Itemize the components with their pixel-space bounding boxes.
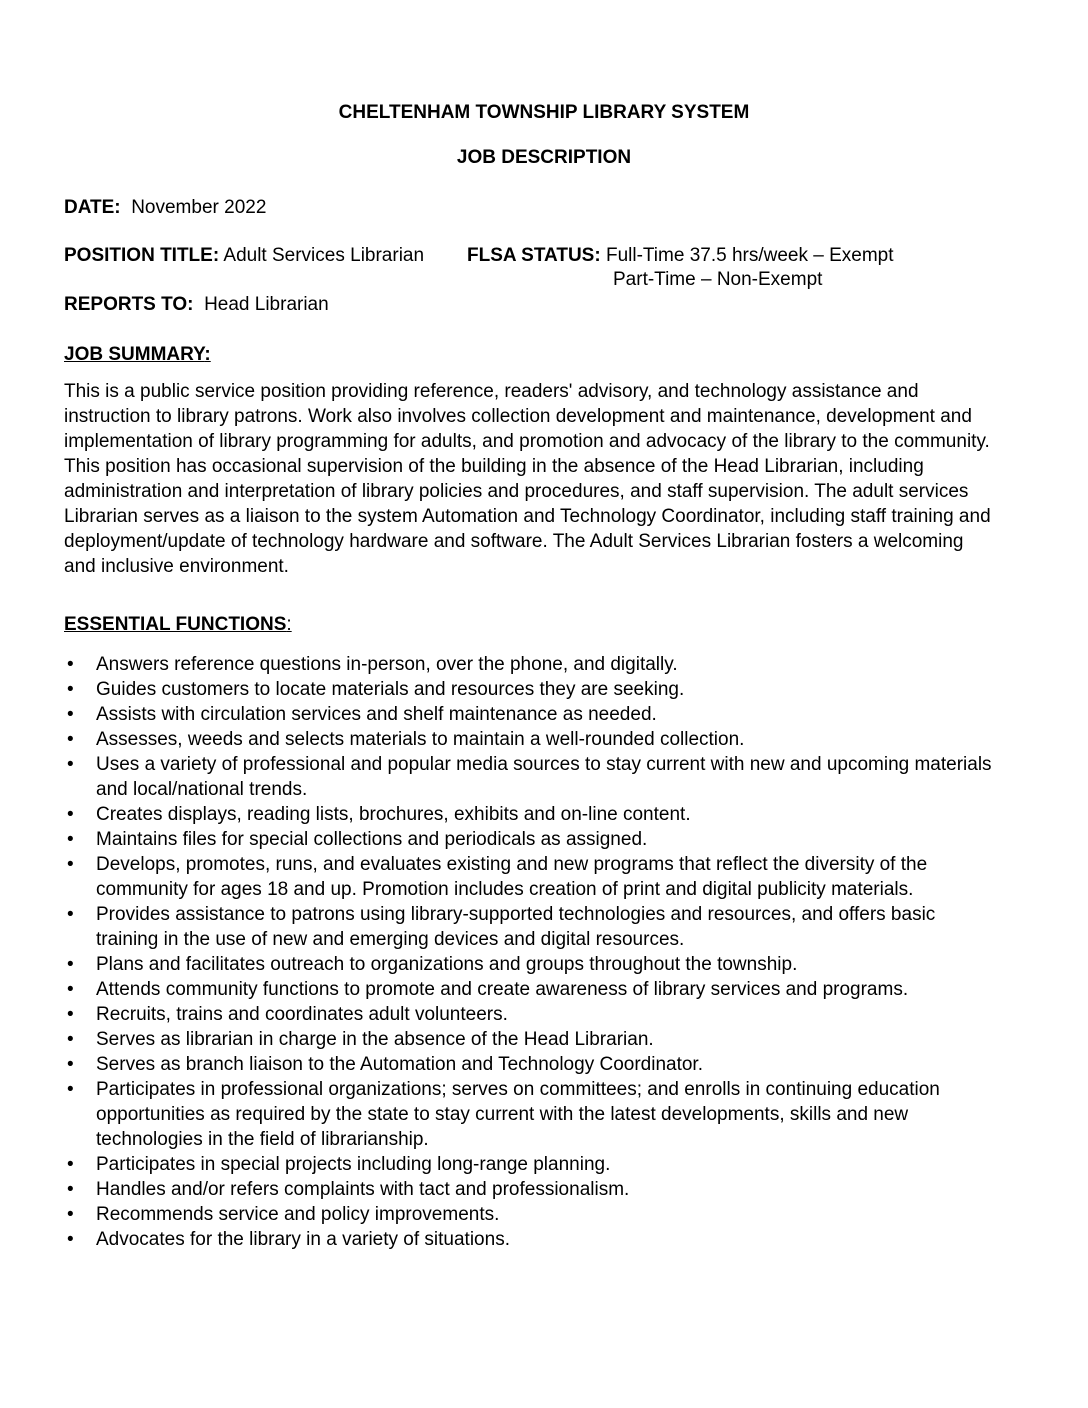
function-item-text: Develops, promotes, runs, and evaluates existing and new programs that reflect the diversity of the — [96, 854, 928, 875]
function-item-text: Attends community functions to promote and create awareness of library services and programs. — [96, 979, 909, 1000]
bullet-icon: • — [67, 754, 74, 775]
position-row — [64, 243, 424, 268]
document-type-heading: JOB DESCRIPTION — [456, 147, 632, 168]
function-list-item — [64, 652, 1054, 677]
function-list-item — [64, 1077, 1054, 1152]
bullet-icon: • — [67, 1204, 74, 1225]
bullet-icon: • — [67, 1229, 74, 1250]
bullet-icon: • — [67, 904, 74, 925]
date-row — [64, 195, 266, 220]
function-list-item — [64, 977, 1054, 1002]
essential-functions-title: ESSENTIAL FUNCTIONS — [64, 614, 287, 635]
date-label: DATE: — [64, 197, 121, 218]
function-item-text: community for ages 18 and up. Promotion includes creation of print and digital publicity materials. — [96, 879, 914, 900]
function-item-text: Uses a variety of professional and popular media sources to stay current with new and upcoming materials — [96, 754, 992, 775]
job-summary-colon: : — [204, 344, 211, 365]
function-list-item — [64, 902, 1054, 952]
function-list-item — [64, 852, 1054, 902]
function-list-item — [64, 1152, 1054, 1177]
bullet-icon: • — [67, 1004, 74, 1025]
function-list-item — [64, 827, 1054, 852]
function-item-text: Advocates for the library in a variety of situations. — [96, 1229, 510, 1250]
function-list-item — [64, 1202, 1054, 1227]
function-item-text: Maintains files for special collections and periodicals as assigned. — [96, 829, 648, 850]
function-list-item — [64, 802, 1054, 827]
position-title-label: POSITION TITLE: — [64, 245, 220, 266]
summary-line: Librarian serves as a liaison to the system Automation and Technology Coordinator, including staff training and — [64, 506, 991, 527]
function-list-item — [64, 1052, 1054, 1077]
bullet-icon: • — [67, 1079, 74, 1100]
essential-functions-list — [64, 652, 1054, 1252]
organization-heading: CHELTENHAM TOWNSHIP LIBRARY SYSTEM — [338, 102, 750, 123]
function-list-item — [64, 702, 1054, 727]
bullet-icon: • — [67, 654, 74, 675]
essential-functions-heading — [64, 612, 292, 637]
reports-to-label: REPORTS TO: — [64, 294, 194, 315]
summary-line: implementation of library programming for adults, and promotion and advocacy of the library to the community. — [64, 431, 990, 452]
summary-line: instruction to library patrons. Work also involves collection development and maintenance, development and — [64, 406, 972, 427]
function-item-text: technologies in the field of librarianship. — [96, 1129, 429, 1150]
summary-line: This is a public service position providing reference, readers' advisory, and technology assistance and — [64, 381, 919, 402]
function-list-item — [64, 1227, 1054, 1252]
bullet-icon: • — [67, 1179, 74, 1200]
bullet-icon: • — [67, 854, 74, 875]
summary-line: deployment/update of technology hardware and software. The Adult Services Librarian fosters a welcoming — [64, 531, 964, 552]
function-item-text: Participates in special projects including long-range planning. — [96, 1154, 611, 1175]
function-list-item — [64, 752, 1054, 802]
flsa-status-value-parttime: Part-Time – Non-Exempt — [613, 269, 823, 290]
position-title-value: Adult Services Librarian — [223, 245, 425, 266]
summary-line: and inclusive environment. — [64, 556, 289, 577]
bullet-icon: • — [67, 1154, 74, 1175]
flsa-row — [467, 243, 894, 268]
function-item-text: Handles and/or refers complaints with tact and professionalism. — [96, 1179, 630, 1200]
bullet-icon: • — [67, 1029, 74, 1050]
function-item-text: Assesses, weeds and selects materials to maintain a well-rounded collection. — [96, 729, 745, 750]
function-list-item — [64, 952, 1054, 977]
bullet-icon: • — [67, 804, 74, 825]
function-item-text: Serves as branch liaison to the Automation and Technology Coordinator. — [96, 1054, 703, 1075]
function-item-text: Creates displays, reading lists, brochures, exhibits and on-line content. — [96, 804, 691, 825]
bullet-icon: • — [67, 1054, 74, 1075]
function-item-text: training in the use of new and emerging devices and digital resources. — [96, 929, 685, 950]
essential-functions-colon: : — [286, 614, 292, 635]
summary-line: This position has occasional supervision of the building in the absence of the Head Librarian, including — [64, 456, 924, 477]
job-summary-title: JOB SUMMARY — [64, 344, 205, 365]
bullet-icon: • — [67, 954, 74, 975]
function-item-text: Participates in professional organizations; serves on committees; and enrolls in continuing education — [96, 1079, 940, 1100]
job-summary-heading — [64, 342, 211, 367]
function-list-item — [64, 1027, 1054, 1052]
function-item-text: Answers reference questions in-person, over the phone, and digitally. — [96, 654, 678, 675]
function-item-text: Assists with circulation services and shelf maintenance as needed. — [96, 704, 657, 725]
bullet-icon: • — [67, 704, 74, 725]
function-list-item — [64, 677, 1054, 702]
bullet-icon: • — [67, 979, 74, 1000]
flsa-status-label: FLSA STATUS: — [467, 245, 601, 266]
function-item-text: Recruits, trains and coordinates adult volunteers. — [96, 1004, 508, 1025]
bullet-icon: • — [67, 729, 74, 750]
function-list-item — [64, 1002, 1054, 1027]
reports-to-row — [64, 292, 329, 317]
bullet-icon: • — [67, 829, 74, 850]
date-value: November 2022 — [131, 197, 267, 218]
function-item-text: and local/national trends. — [96, 779, 308, 800]
function-item-text: Plans and facilitates outreach to organizations and groups throughout the township. — [96, 954, 798, 975]
bullet-icon: • — [67, 679, 74, 700]
function-item-text: opportunities as required by the state to stay current with the latest developments, skills and new — [96, 1104, 909, 1125]
function-item-text: Provides assistance to patrons using library-supported technologies and resources, and offers basic — [96, 904, 936, 925]
function-item-text: Guides customers to locate materials and resources they are seeking. — [96, 679, 685, 700]
function-list-item — [64, 727, 1054, 752]
summary-line: administration and interpretation of library policies and procedures, and staff supervision. The adult services — [64, 481, 969, 502]
job-summary-text — [64, 379, 1054, 579]
function-item-text: Serves as librarian in charge in the absence of the Head Librarian. — [96, 1029, 654, 1050]
function-item-text: Recommends service and policy improvements. — [96, 1204, 500, 1225]
function-list-item — [64, 1177, 1054, 1202]
flsa-status-value-fulltime: Full-Time 37.5 hrs/week – Exempt — [605, 245, 894, 266]
reports-to-value: Head Librarian — [204, 294, 329, 315]
